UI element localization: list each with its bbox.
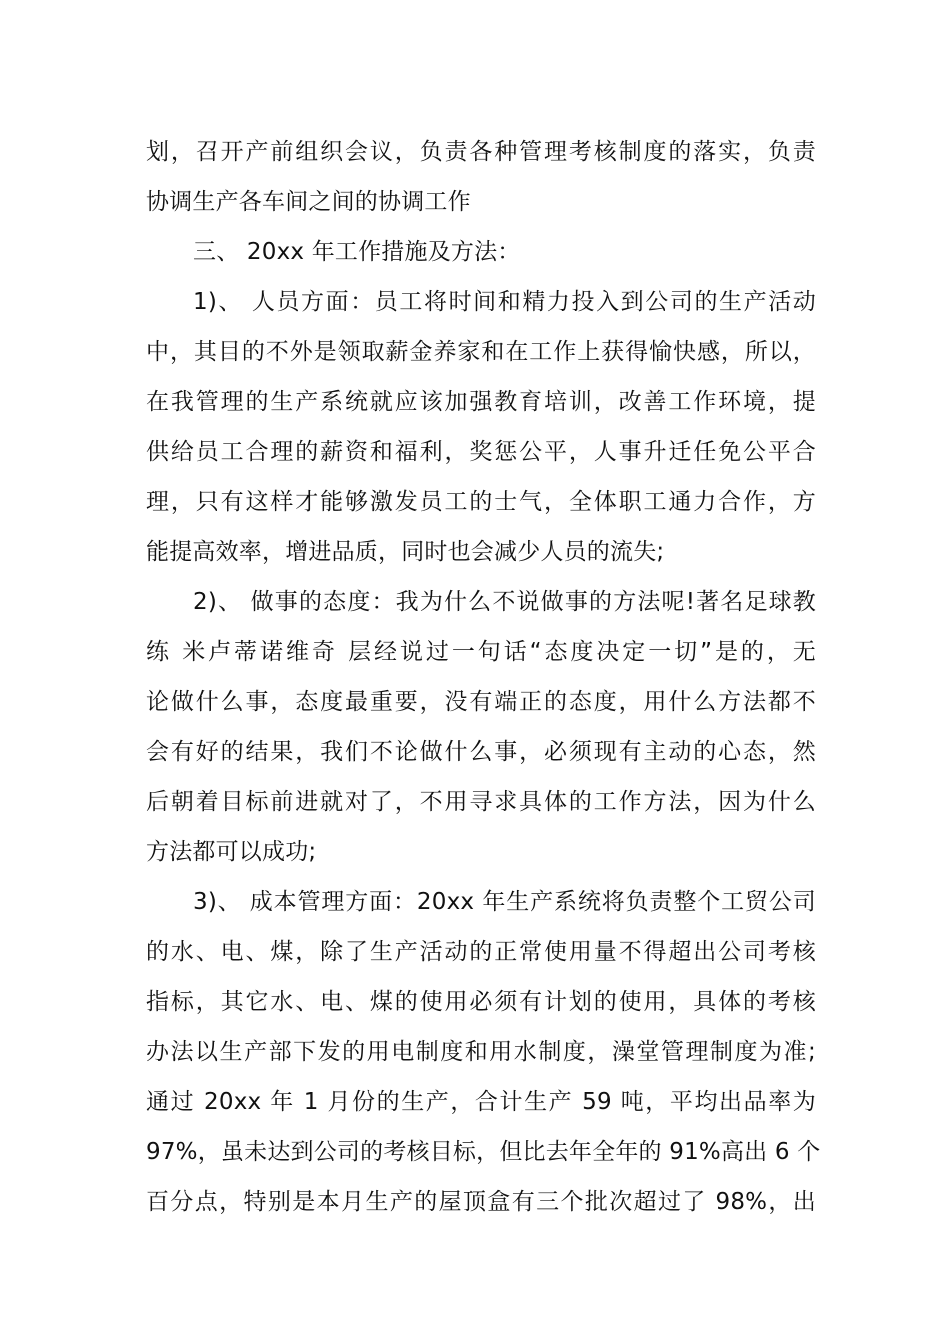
text-line: 协调生产各车间之间的协调工作: [146, 189, 471, 215]
paragraph-start: 3)、 成本管理方面：20xx 年生产系统将负责整个工贸公司: [193, 889, 816, 915]
text-line: 办法以生产部下发的用电制度和用水制度，澡堂管理制度为准;: [146, 1039, 816, 1065]
text-line: 在我管理的生产系统就应该加强教育培训，改善工作环境，提: [146, 389, 816, 415]
text-line: 的水、电、煤，除了生产活动的正常使用量不得超出公司考核: [146, 939, 816, 965]
paragraph-start: 1)、 人员方面：员工将时间和精力投入到公司的生产活动: [193, 289, 816, 315]
section-heading: 三、 20xx 年工作措施及方法：: [193, 239, 521, 265]
text-line: 会有好的结果，我们不论做什么事，必须现有主动的心态，然: [146, 739, 816, 765]
text-line: 97%，虽未达到公司的考核目标，但比去年全年的 91%高出 6 个: [146, 1139, 821, 1165]
text-line: 百分点，特别是本月生产的屋顶盒有三个批次超过了 98%，出: [146, 1189, 816, 1215]
text-line: 指标，其它水、电、煤的使用必须有计划的使用，具体的考核: [146, 989, 816, 1015]
text-line: 中，其目的不外是领取薪金养家和在工作上获得愉快感，所以，: [146, 339, 816, 365]
text-line: 练 米卢蒂诺维奇 层经说过一句话“态度决定一切”是的，无: [146, 639, 816, 665]
text-line: 后朝着目标前进就对了，不用寻求具体的工作方法，因为什么: [146, 789, 816, 815]
text-line: 划，召开产前组织会议，负责各种管理考核制度的落实，负责: [146, 139, 816, 165]
text-line: 供给员工合理的薪资和福利，奖惩公平，人事升迁任免公平合: [146, 439, 816, 465]
paragraph-start: 2)、 做事的态度：我为什么不说做事的方法呢!著名足球教: [193, 589, 816, 615]
text-line: 理，只有这样才能够激发员工的士气，全体职工通力合作，方: [146, 489, 816, 515]
text-line: 通过 20xx 年 1 月份的生产，合计生产 59 吨，平均出品率为: [146, 1089, 816, 1115]
text-line: 论做什么事，态度最重要，没有端正的态度，用什么方法都不: [146, 689, 816, 715]
text-line: 能提高效率，增进品质，同时也会减少人员的流失;: [146, 539, 665, 565]
text-line: 方法都可以成功;: [146, 839, 317, 865]
